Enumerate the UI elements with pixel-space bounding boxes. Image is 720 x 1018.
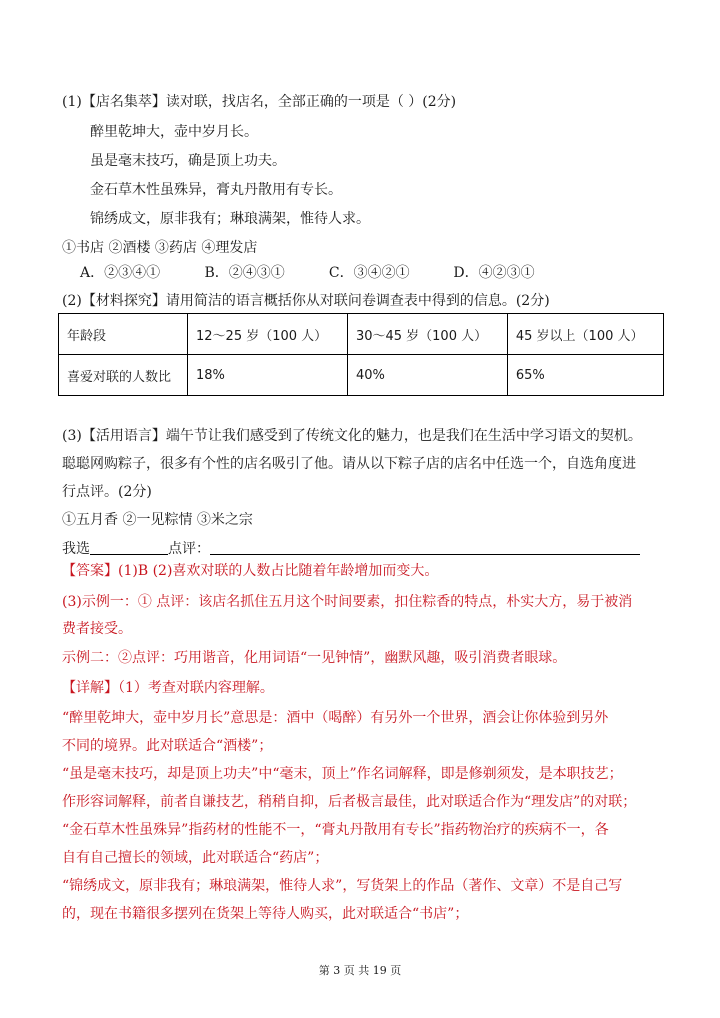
answer-line: 作形容词解释，前者自谦技艺，稍稍自抑，后者极言最佳，此对联适合作为“理发店”的对联；	[62, 794, 637, 810]
shop-name-choices: ①五月香 ②一见粽情 ③米之宗	[62, 512, 253, 528]
answer-fill-line	[62, 538, 640, 559]
answer-line: 的，现在书籍很多摆列在货架上等待人购买，此对联适合“书店”；	[62, 906, 469, 922]
answer-line: 【答案】(1)B (2)喜欢对联的人数占比随着年龄增加而变大。	[62, 563, 439, 579]
answer-line: “金石草木性虽殊异”指药材的性能不一，“膏丸丹散用有专长”指药物治疗的疾病不一，各	[62, 822, 609, 838]
question-3-line-3: 行点评。(2分)	[62, 484, 152, 500]
answer-options	[80, 263, 573, 283]
option-a: A．②③④①	[80, 265, 161, 281]
answer-line: (3)示例一：① 点评：该店名抓住五月这个时间要素，扣住粽香的特点，朴实大方，易于被消	[62, 594, 633, 610]
question-2-stem: (2)【材料探究】请用简洁的语言概括你从对联问卷调查表中得到的信息。(2分)	[62, 293, 550, 309]
table-cell: 65%	[507, 355, 663, 396]
table-cell: 40%	[347, 355, 507, 396]
answer-line: 示例二：②点评：巧用谐音，化用词语“一见钟情”，幽默风趣，吸引消费者眼球。	[62, 650, 567, 666]
question-3-line-1: (3)【活用语言】端午节让我们感受到了传统文化的魅力，也是我们在生活中学习语文的契机。	[62, 428, 642, 444]
answer-line: 不同的境界。此对联适合“酒楼”；	[62, 738, 273, 754]
answer-line: “醉里乾坤大，壶中岁月长”意思是：酒中（喝醉）有另外一个世界，酒会让你体验到另外	[62, 710, 609, 726]
table-cell: 30～45 岁（100 人）	[347, 314, 507, 355]
couplet-4: 锦绣成文，原非我有；琳琅满架，惟待人求。	[90, 211, 370, 227]
answer-line: 自有自己擅长的领域，此对联适合“药店”；	[62, 850, 329, 866]
comment-label: 点评：	[168, 541, 210, 557]
table-cell: 年龄段	[59, 314, 188, 355]
couplet-1: 醉里乾坤大，壶中岁月长。	[90, 124, 258, 140]
comment-blank[interactable]	[210, 538, 640, 555]
survey-table	[58, 313, 664, 396]
table-row	[59, 314, 664, 355]
answer-line: “虽是毫末技巧，却是顶上功夫”中“毫末，顶上”作名词解释，即是修剃须发，是本职技艺；	[62, 766, 623, 782]
answer-line: “锦绣成文，原非我有；琳琅满架，惟待人求”，写货架上的作品（著作、文章）不是自己写	[62, 878, 623, 894]
question-1-stem: (1)【店名集萃】读对联，找店名，全部正确的一项是（ ）(2分)	[62, 94, 457, 110]
answer-line: 费者接受。	[62, 621, 132, 637]
question-3-line-2: 聪聪网购粽子，很多有个性的店名吸引了他。请从以下粽子店的店名中任选一个，自选角度进	[62, 456, 636, 472]
table-cell: 45 岁以上（100 人）	[507, 314, 663, 355]
table-cell: 喜爱对联的人数比	[59, 355, 188, 396]
option-b: B．②④③①	[204, 265, 285, 281]
choose-label: 我选	[62, 541, 90, 557]
choice-blank[interactable]	[90, 538, 168, 555]
option-d: D．④②③①	[453, 265, 535, 281]
couplet-2: 虽是毫末技巧，确是顶上功夫。	[90, 153, 286, 169]
option-c: C．③④②①	[328, 265, 410, 281]
table-cell: 18%	[188, 355, 348, 396]
page-footer: 第 3 页 共 19 页	[318, 964, 402, 977]
couplet-3: 金石草木性虽殊异，膏丸丹散用有专长。	[90, 182, 342, 198]
shop-items: ①书店 ②酒楼 ③药店 ④理发店	[62, 240, 258, 256]
table-row	[59, 355, 664, 396]
answer-line: 【详解】（1）考查对联内容理解。	[62, 680, 274, 696]
table-cell: 12～25 岁（100 人）	[188, 314, 348, 355]
